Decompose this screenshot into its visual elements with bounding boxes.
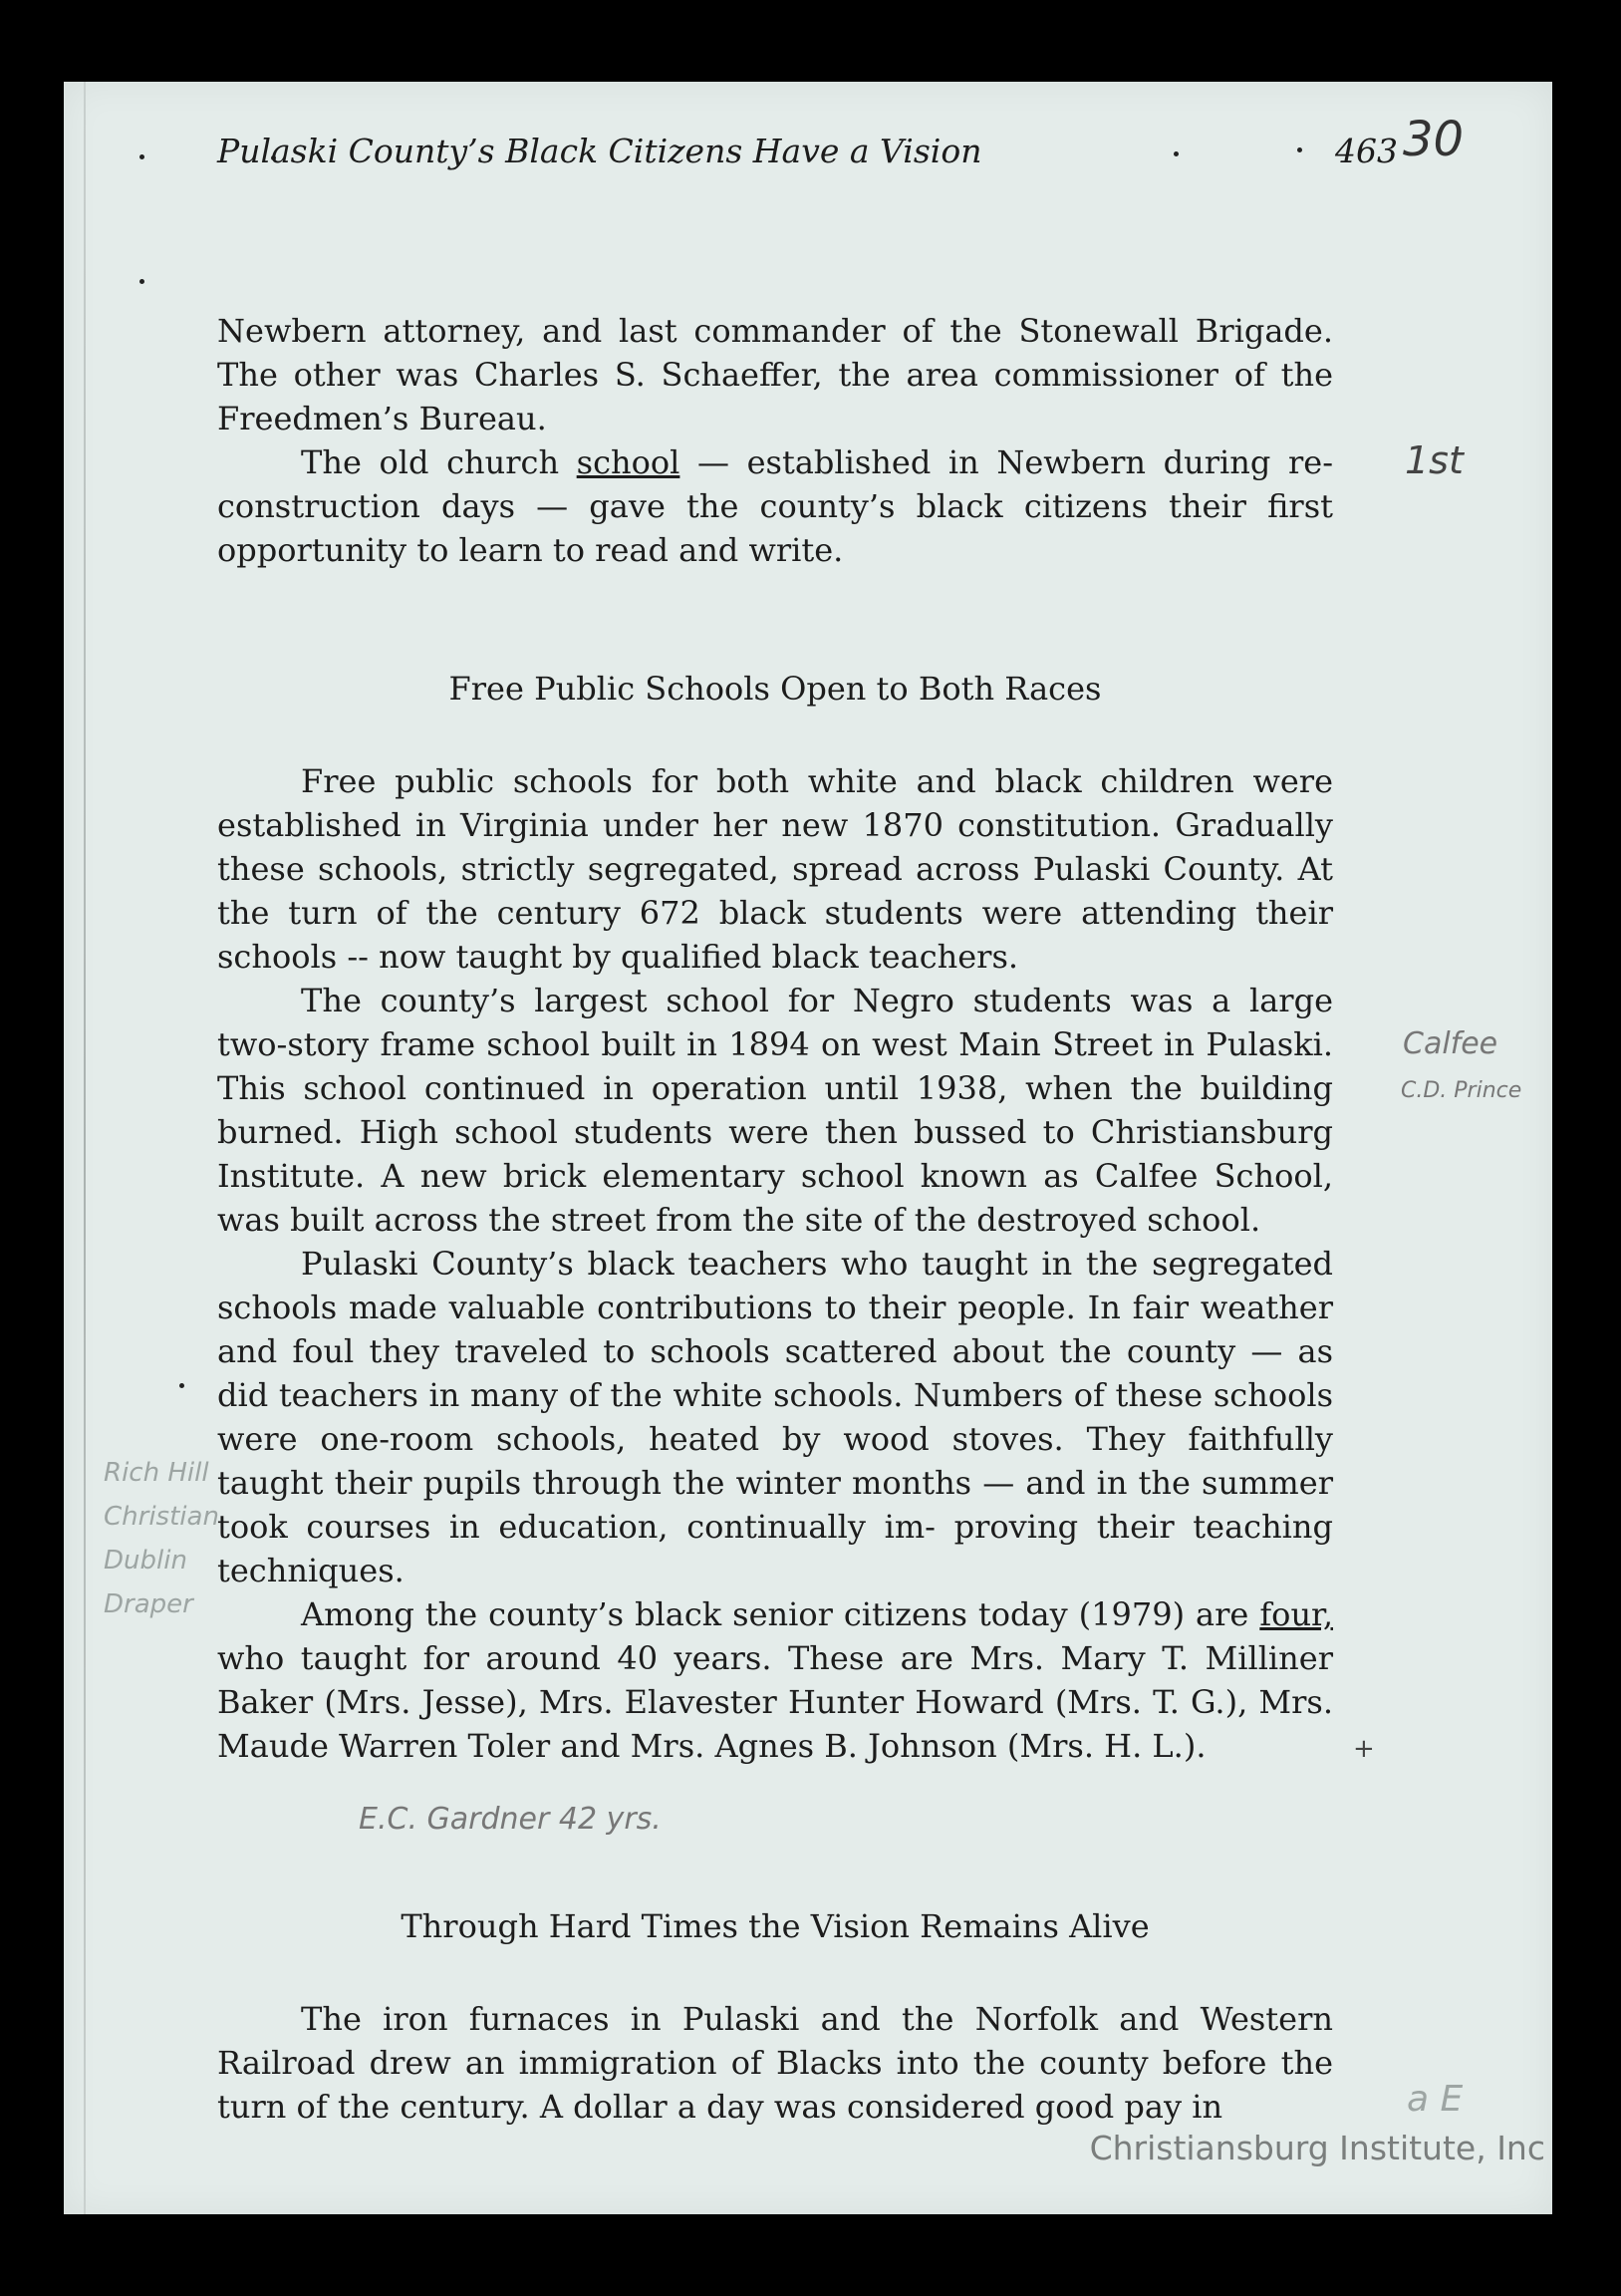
section-text — [217, 759, 1333, 1768]
section-heading: Through Hard Times the Vision Remains Alive — [401, 1907, 1150, 1945]
pencil-note: Christian — [104, 1502, 219, 1532]
margin-note-calfee: Calfee — [1403, 1026, 1498, 1061]
text-run: — established in Newbern during re- construction days — gave the county’s black citizens their first opportunity to learn to read and write. — [217, 443, 1334, 569]
text-run: Among the county’s black senior citizens today (1979) are — [301, 1595, 1260, 1633]
watermark: Christiansburg Institute, Inc — [1089, 2129, 1545, 2167]
margin-note-superscript: + — [1353, 1734, 1375, 1764]
margin-note-prince: C.D. Prince — [1401, 1078, 1522, 1103]
paragraph: Free public schools for both white and black children were established in Virginia under her new 1870 constitution. Gradually these schools, strictly segregated, spread across Pulaski County. At the turn of the century 672 black students were attending their schools -- now taught by qualified black teachers. — [217, 762, 1333, 976]
section-text — [217, 1997, 1333, 2129]
paragraph: Pulaski County’s black teachers who taught in the segregated schools made valuable contributions to their people. In fair weather and foul they traveled to schools scattered about the county — as did teachers in many of the white schools. Numbers of these schools were one-room schools, heated by wood stoves. They faithfully taught their pupils through the winter months — and in the summer took courses in education, continually im- proving their teaching techniques. — [217, 1245, 1333, 1589]
paragraph — [217, 1592, 1333, 1768]
paragraph — [217, 440, 1333, 572]
page-fold-line — [84, 82, 86, 2214]
pencil-note: Dublin — [104, 1546, 187, 1576]
running-header — [217, 132, 1398, 170]
page-number: 463 — [1335, 132, 1398, 170]
handwritten-page-number: 30 — [1403, 112, 1465, 167]
margin-note-gardner: E.C. Gardner 42 yrs. — [359, 1802, 662, 1837]
text-run: The old church — [301, 443, 577, 481]
paragraph: Newbern attorney, and last commander of the Stonewall Brigade. The other was Charles S. Schaeffer, the area commissioner of the Freedmen’s Bureau. — [217, 312, 1333, 437]
pencil-note: Rich Hill — [104, 1458, 209, 1488]
paragraph: The iron furnaces in Pulaski and the Norfolk and Western Railroad drew an immigration of Blacks into the county before the turn of the century. A dollar a day was considered good pay in — [217, 2000, 1333, 2126]
margin-note-ae: a E — [1407, 2079, 1464, 2120]
section-heading: Free Public Schools Open to Both Races — [448, 670, 1102, 708]
underlined-word: school — [576, 443, 680, 481]
pencil-note: Draper — [104, 1589, 193, 1619]
underlined-word: four, — [1259, 1595, 1333, 1633]
speck — [139, 154, 144, 159]
speck — [139, 279, 144, 284]
intro-text — [217, 309, 1333, 572]
paragraph: The county’s largest school for Negro students was a large two-story frame school built in 1894 on west Main Street in Pulaski. This school continued in operation until 1938, when the building burned. High school students were then bussed to Christiansburg Institute. A new brick elementary school known as Calfee School, was built across the street from the site of the destroyed school. — [217, 982, 1333, 1239]
pencil-margin-list — [104, 1451, 219, 1626]
text-run: who taught for around 40 years. These are Mrs. Mary T. Milliner Baker (Mrs. Jesse), Mrs. Elavester Hunter Howard (Mrs. T. G.), Mrs. Maude Warren Toler and Mrs. Agnes B. Johnson (Mrs. H. L.). — [217, 1639, 1333, 1765]
margin-note-first: 1st — [1405, 438, 1464, 482]
speck — [179, 1383, 184, 1388]
running-title: Pulaski County’s Black Citizens Have a Vision — [217, 132, 982, 170]
